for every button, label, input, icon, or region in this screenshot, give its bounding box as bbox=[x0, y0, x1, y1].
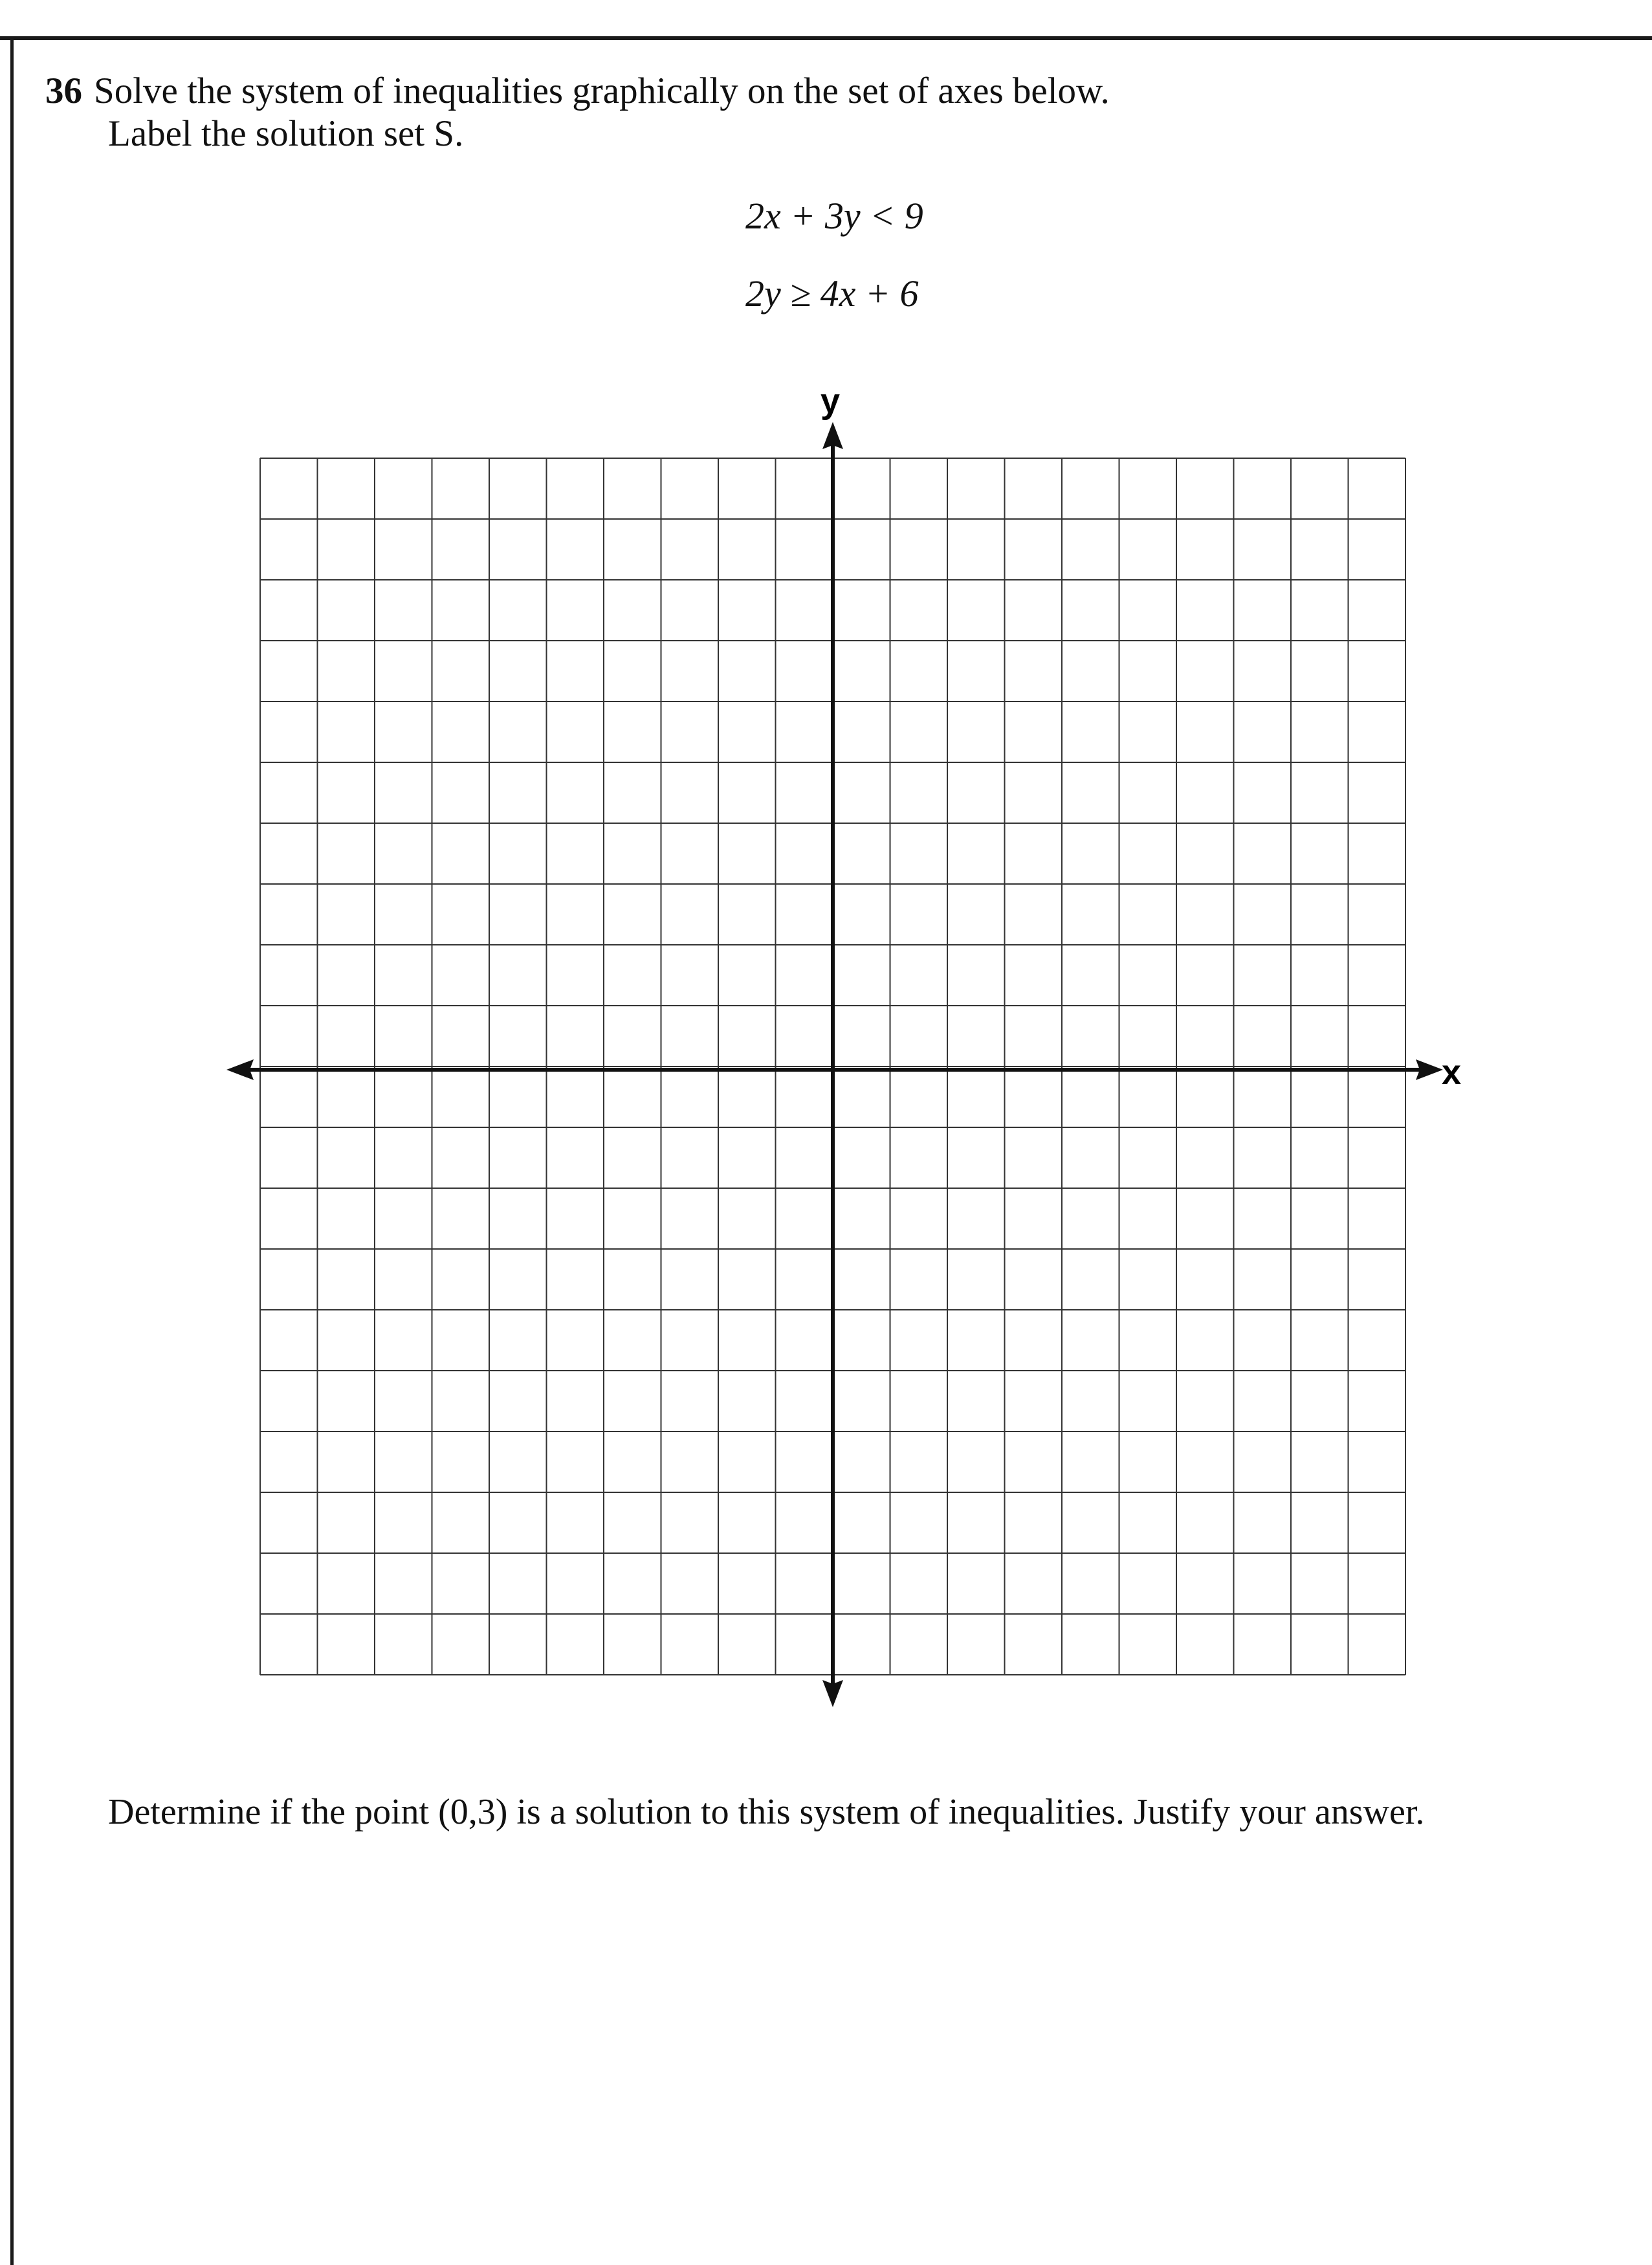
question-text-line2: Label the solution set S. bbox=[108, 113, 464, 154]
inequality-1: 2x + 3y < 9 bbox=[745, 195, 923, 237]
x-axis-left-arrow bbox=[226, 1059, 254, 1080]
y-axis bbox=[822, 422, 843, 1707]
x-axis-right-arrow bbox=[1416, 1059, 1443, 1080]
y-axis-label: y bbox=[820, 382, 841, 421]
inequality-2: 2y ≥ 4x + 6 bbox=[745, 272, 919, 315]
y-axis-top-arrow bbox=[822, 422, 843, 449]
question-number: 36 bbox=[45, 71, 82, 111]
y-axis-bottom-arrow bbox=[822, 1680, 843, 1707]
x-axis-label: x bbox=[1442, 1053, 1462, 1092]
question-text-line1: Solve the system of inequalities graphically on the set of axes below. bbox=[94, 71, 1110, 111]
followup-question: Determine if the point (0,3) is a solution to this system of inequalities. Justify your answer. bbox=[108, 1792, 1425, 1832]
